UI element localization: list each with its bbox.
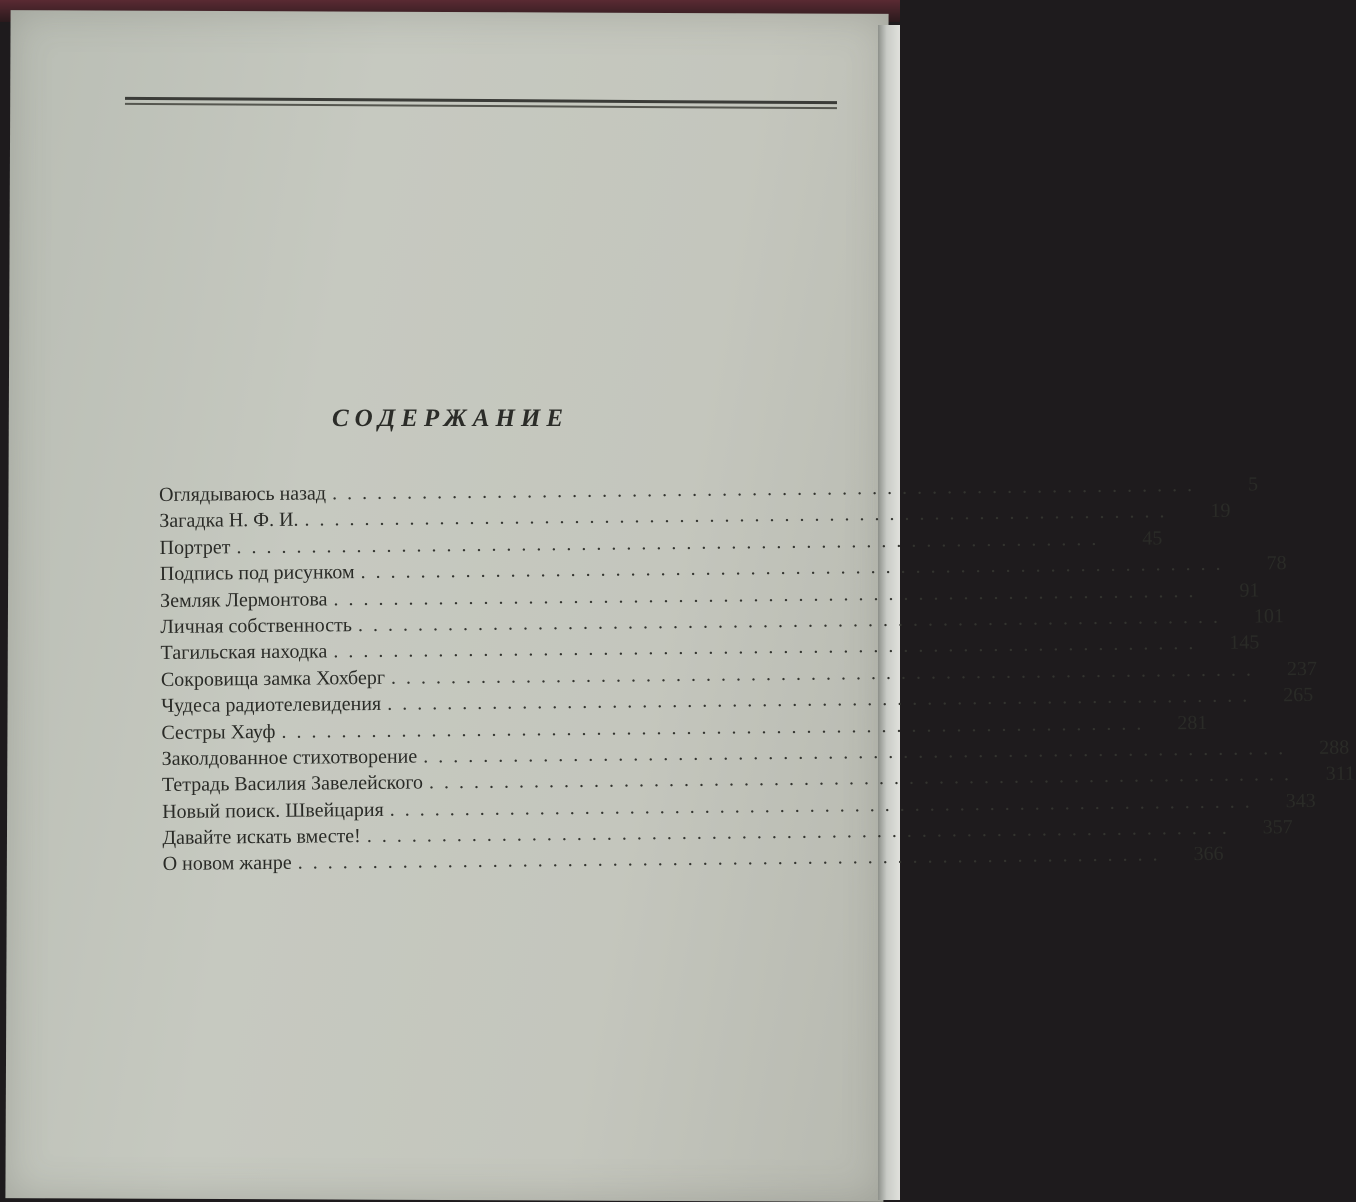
toc-entry-title: О новом жанре (162, 852, 292, 876)
dot-leader: .......................................................... (304, 500, 1175, 531)
toc-entry-page: 265 (1283, 684, 1314, 707)
toc-entry-page: 281 (1177, 711, 1208, 734)
toc-entry-page: 288 (1319, 736, 1350, 759)
dot-leader: .......................................................... (387, 684, 1258, 715)
toc-entry-page: 91 (1239, 579, 1260, 602)
toc-entry-title: Личная собственность (160, 614, 353, 638)
dot-leader: .......................................................... (281, 712, 1152, 743)
table-of-contents (159, 473, 1356, 880)
dot-leader: .......................................................... (423, 737, 1294, 768)
dot-leader: .......................................................... (366, 816, 1237, 848)
toc-entry-page: 311 (1325, 762, 1356, 786)
dot-leader: .......................................................... (428, 763, 1300, 794)
dot-leader: .......................................................... (390, 658, 1262, 689)
toc-entry-title: Сокровища замка Хохберг (160, 666, 386, 691)
toc-entry-title: Тагильская находка (160, 640, 328, 665)
toc-entry-page: 5 (1247, 473, 1259, 496)
toc-entry-page: 343 (1285, 789, 1316, 812)
toc-entry-page: 78 (1266, 552, 1287, 575)
toc-entry-title: Портрет (159, 536, 231, 559)
dot-leader: .......................................................... (297, 843, 1168, 875)
dot-leader: .......................................................... (360, 552, 1231, 584)
toc-entry-page: 237 (1286, 657, 1318, 680)
toc-entry-page: 45 (1142, 527, 1163, 550)
dot-leader: .......................................................... (331, 473, 1203, 505)
toc-entry-page: 366 (1193, 843, 1224, 866)
toc-entry-title: Новый поиск. Швейцария (162, 798, 384, 823)
toc-entry-page: 357 (1262, 816, 1293, 839)
toc-entry-title: Подпись под рисунком (159, 561, 355, 586)
toc-entry-page: 145 (1229, 631, 1260, 655)
toc-entry-title: Чудеса радиотелевидения (161, 693, 382, 718)
page-heading: СОДЕРЖАНИЕ (332, 405, 570, 432)
toc-entry-title: Тетрадь Василия Завелейского (161, 771, 424, 797)
toc-entry-title: Сестры Хауф (161, 720, 276, 744)
toc-entry-title: Земляк Лермонтова (160, 587, 328, 612)
dot-leader: .......................................................... (236, 527, 1107, 559)
toc-entry-title: Давайте искать вместе! (162, 825, 361, 850)
dot-leader: .......................................................... (389, 790, 1260, 821)
dot-leader: .......................................................... (333, 579, 1204, 610)
toc-entry-page: 19 (1210, 500, 1231, 523)
dot-leader: .......................................................... (357, 605, 1229, 637)
toc-entry-title: Оглядываюсь назад (159, 482, 327, 506)
toc-entry-title: Заколдованное стихотворение (161, 745, 418, 770)
toc-entry-title: Загадка Н. Ф. И. (159, 509, 299, 533)
toc-entry-page: 101 (1253, 605, 1285, 628)
dot-leader: .......................................................... (333, 632, 1204, 663)
